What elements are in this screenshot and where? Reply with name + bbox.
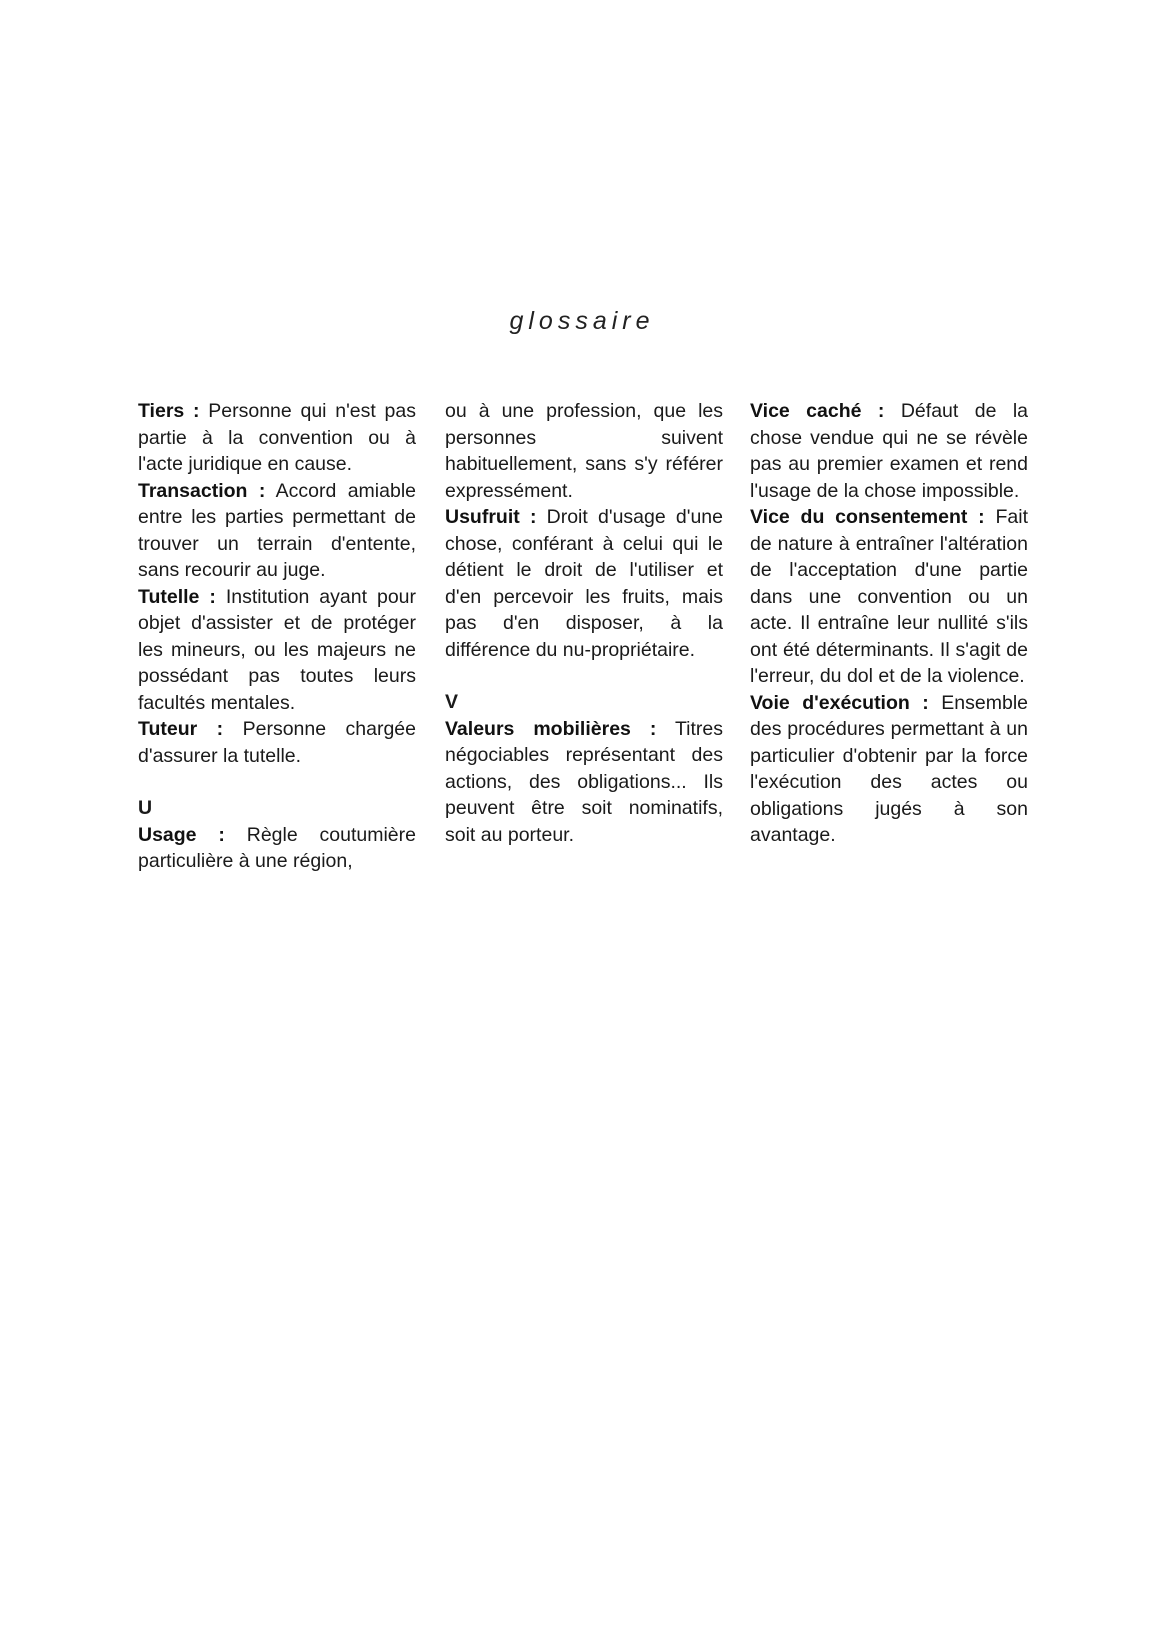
- entry-definition: Titres négociables représentant des actions, des obligations... Ils peuvent être soit nominatifs, soit au porteur.: [445, 717, 723, 846]
- glossary-entry-usage: [138, 822, 416, 875]
- entry-term: Usage :: [138, 823, 225, 846]
- glossary-column-3: [750, 398, 1028, 849]
- glossary-column-1: [138, 398, 416, 875]
- page-title: glossaire: [509, 307, 655, 335]
- entry-definition: Fait de nature à entraîner l'altération de l'acceptation d'une partie dans une convention ou un acte. Il entraîne leur nullité s'ils ont été déterminants. Il s'agit de l'erreur, du dol et de la violence.: [750, 506, 1029, 687]
- glossary-entry-valeurs-mobilieres: [445, 716, 723, 849]
- entry-definition: Règle coutumière particulière à une région,: [138, 823, 416, 872]
- glossary-entry-tutelle: [138, 584, 416, 717]
- glossary-column-2: [445, 398, 723, 848]
- glossary-entry-voie-d-execution: [750, 690, 1028, 849]
- entry-term: Transaction :: [138, 479, 266, 502]
- entry-term: Vice du consentement :: [750, 506, 985, 528]
- glossary-entry-tuteur: [138, 716, 416, 769]
- entry-definition: Institution ayant pour objet d'assister et de protéger les mineurs, ou les majeurs ne possédant pas toutes leurs facultés mentales.: [138, 585, 417, 714]
- section-letter-u: U: [138, 797, 153, 819]
- glossary-entry-transaction: [138, 478, 416, 584]
- entry-term: Valeurs mobilières :: [445, 717, 657, 740]
- entry-definition: Défaut de la chose vendue qui ne se révèle pas au premier examen et rend l'usage de la chose impossible.: [750, 400, 1029, 502]
- entry-term: Vice caché :: [750, 400, 885, 422]
- entry-term: Usufruit :: [445, 506, 537, 528]
- section-letter-v: V: [445, 691, 459, 713]
- entry-term: Tiers :: [138, 400, 200, 422]
- glossary-entry-usufruit: [445, 504, 723, 663]
- glossary-entry-vice-du-consentement: [750, 504, 1028, 690]
- entry-term: Voie d'exécution :: [750, 691, 929, 714]
- glossary-entry-vice-cache: [750, 398, 1028, 504]
- entry-continuation: ou à une profession, que les personnes suivent habituellement, sans s'y référer expressément.: [445, 400, 723, 502]
- entry-definition: Personne qui n'est pas partie à la convention ou à l'acte juridique en cause.: [138, 400, 416, 475]
- entry-term: Tuteur :: [138, 718, 224, 740]
- entry-definition: Accord amiable entre les parties permettant de trouver un terrain d'entente, sans recourir au juge.: [138, 479, 416, 581]
- entry-definition: Personne chargée d'assurer la tutelle.: [138, 718, 416, 767]
- entry-definition: Ensemble des procédures permettant à un particulier d'obtenir par la force l'exécution des actes ou obligations jugés à son avantage.: [750, 691, 1029, 846]
- glossary-entry-tiers: [138, 398, 416, 478]
- entry-term: Tutelle :: [138, 585, 216, 608]
- entry-definition: Droit d'usage d'une chose, conférant à celui qui le détient le droit de l'utiliser et d'en percevoir les fruits, mais pas d'en disposer, à la différence du nu-propriétaire.: [445, 506, 724, 661]
